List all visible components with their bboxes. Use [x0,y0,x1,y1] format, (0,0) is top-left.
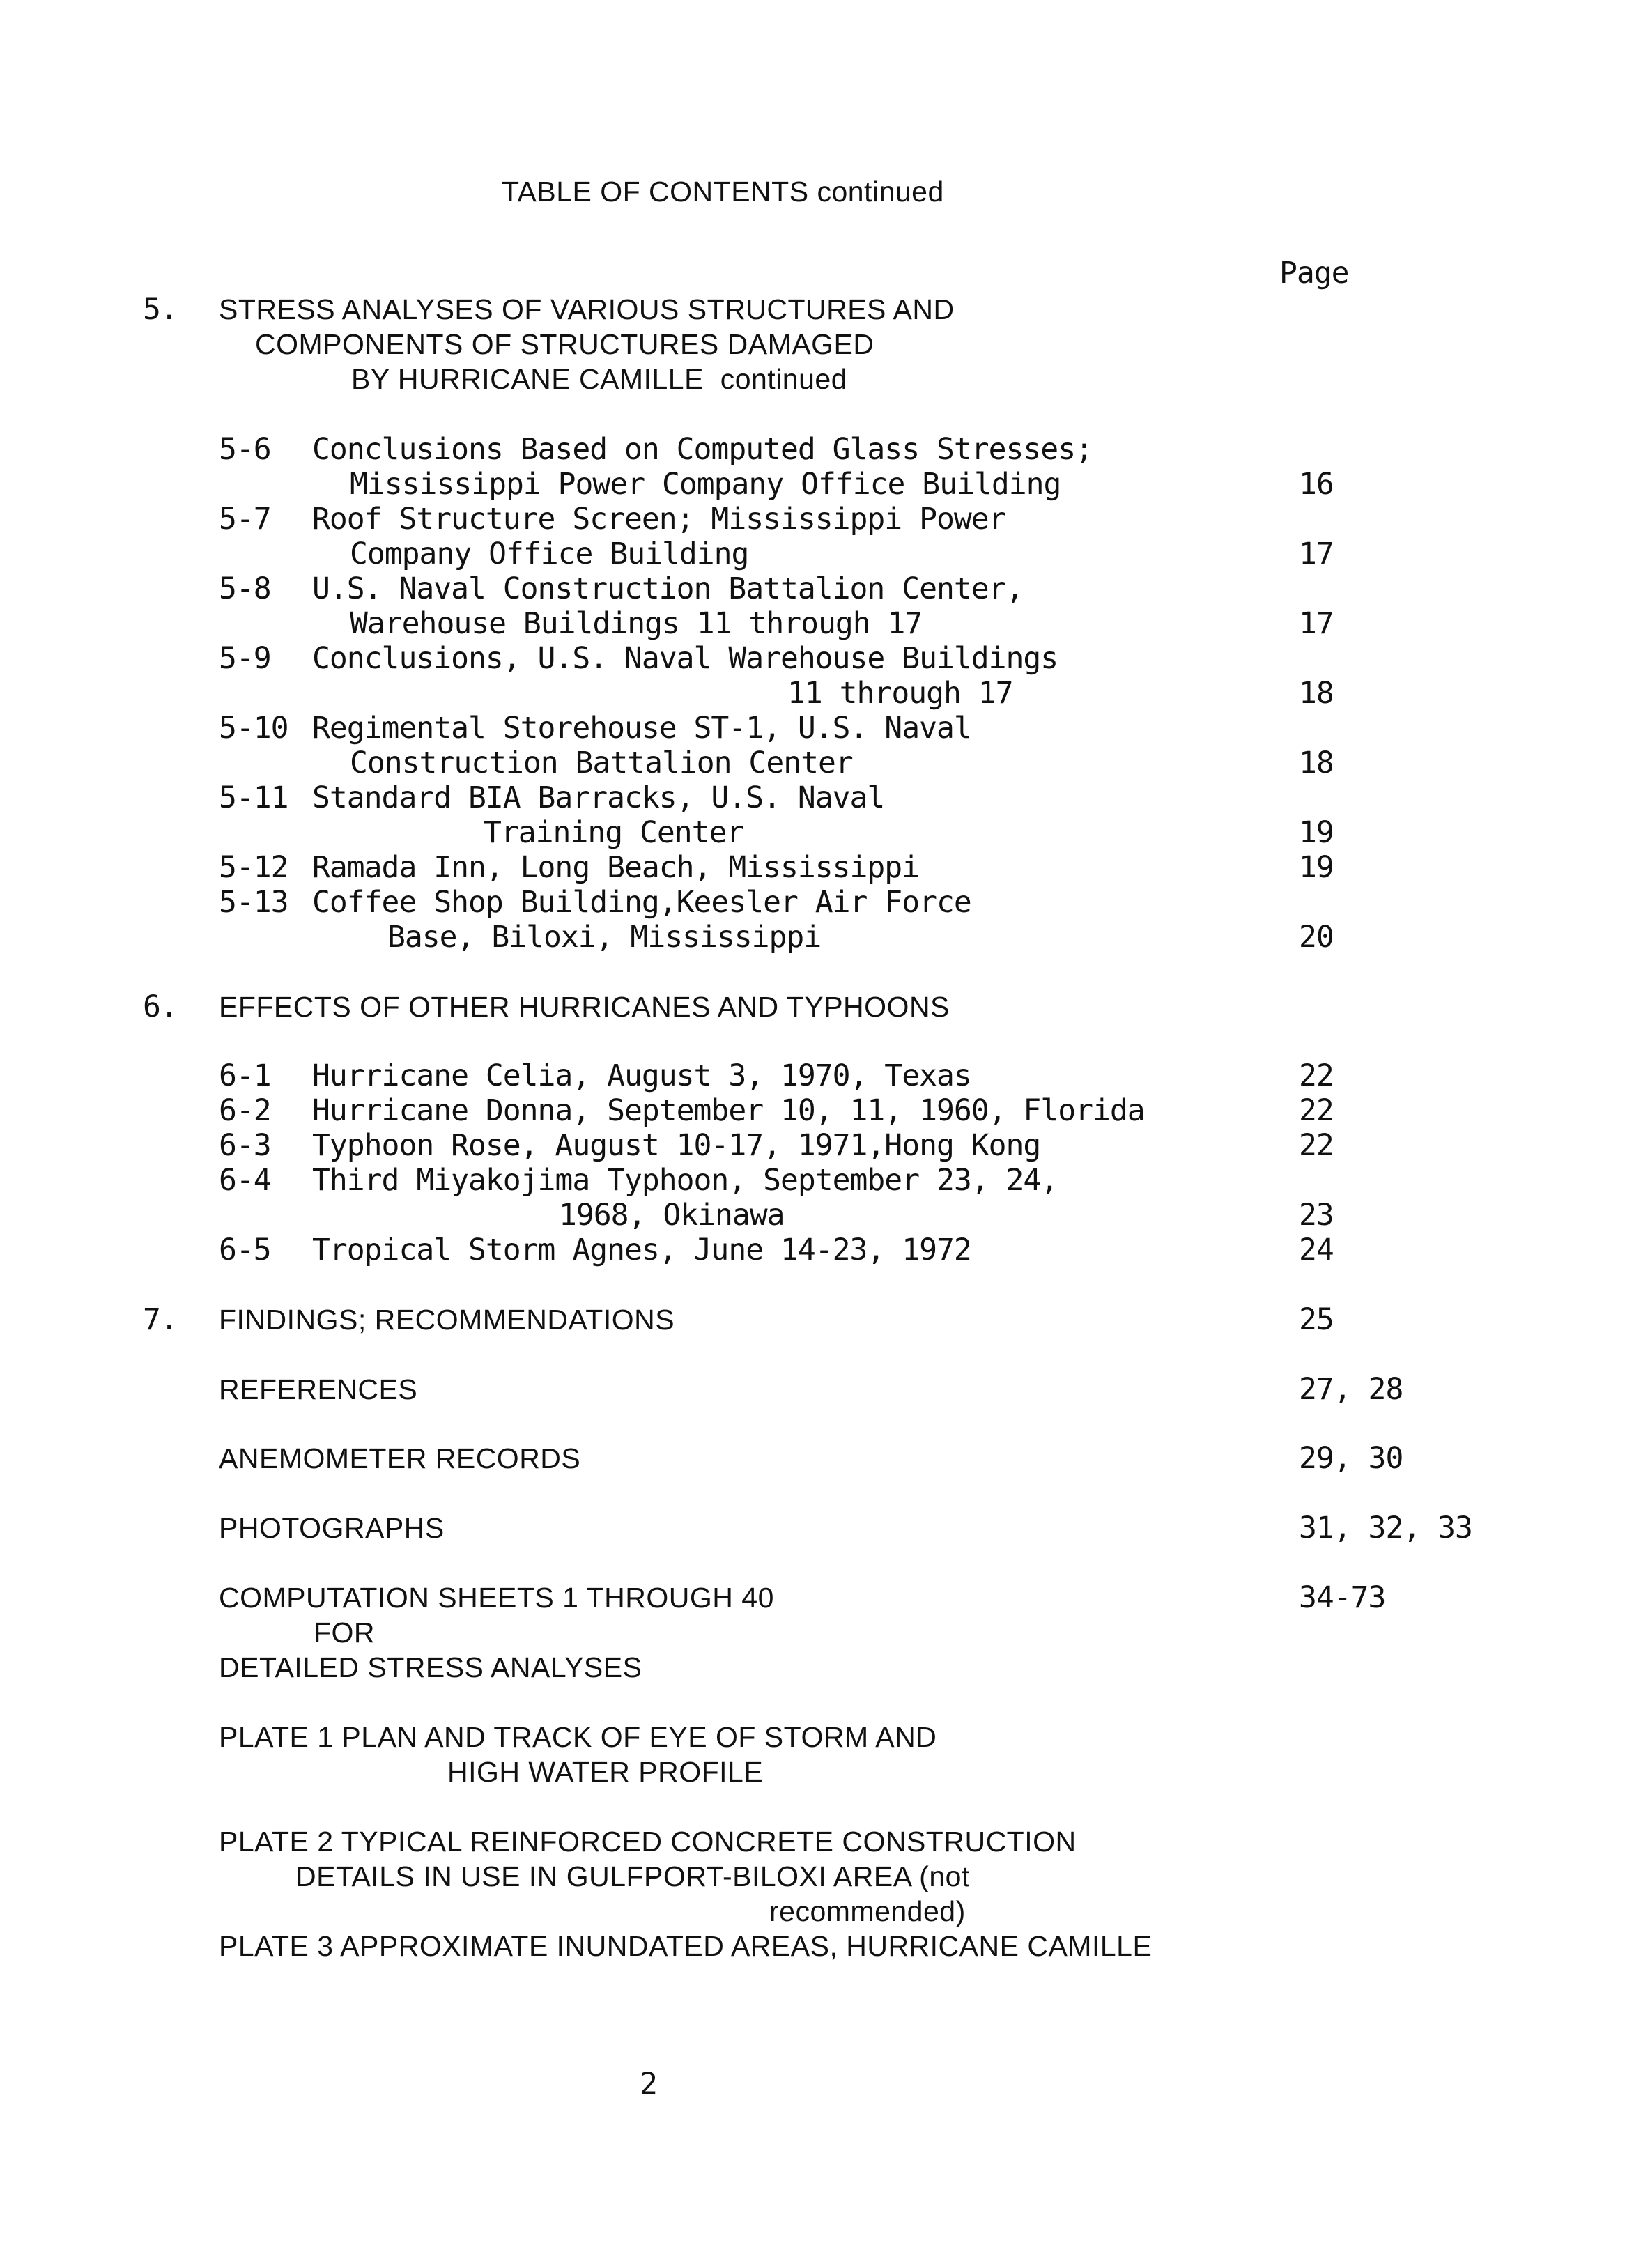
section-6-number: 6. [143,989,178,1024]
entry-number: 5-7 [219,502,271,537]
plate-1-line2: HIGH WATER PROFILE [447,1756,764,1788]
entry-title: Coffee Shop Building,Keesler Air Force [312,885,971,920]
entry-title-cont: 1968, Okinawa [559,1198,785,1233]
entry-number: 5-6 [219,432,271,467]
entry-page: 16 [1299,467,1334,502]
section-7-number: 7. [143,1302,178,1337]
entry-page: 17 [1299,606,1334,641]
computation-line2: FOR [314,1617,376,1649]
entry-page: 18 [1299,676,1334,711]
computation-line3: DETAILED STRESS ANALYSES [219,1651,642,1683]
section-7-heading: FINDINGS; RECOMMENDATIONS [219,1304,675,1336]
section-6-heading: EFFECTS OF OTHER HURRICANES AND TYPHOONS [219,991,950,1023]
plate-2-line2: DETAILS IN USE IN GULFPORT-BILOXI AREA (not [295,1860,970,1892]
section-5-heading-line3: BY HURRICANE CAMILLE continued [351,363,848,395]
plate-3-line1: PLATE 3 APPROXIMATE INUNDATED AREAS, HURRICANE CAMILLE [219,1930,1153,1962]
section-5-heading-line2: COMPONENTS OF STRUCTURES DAMAGED [255,328,874,360]
entry-page: 23 [1299,1198,1334,1233]
entry-number: 5-10 [219,711,288,746]
entry-number: 6-5 [219,1233,271,1267]
entry-title: U.S. Naval Construction Battalion Center, [312,571,1024,606]
entry-title: Hurricane Donna, September 10, 11, 1960, Florida [312,1093,1145,1128]
entry-title-cont: Company Office Building [350,537,749,571]
photographs-page: 31, 32, 33 [1299,1511,1472,1545]
entry-title: Tropical Storm Agnes, June 14-23, 1972 [312,1233,971,1267]
entry-title: Conclusions Based on Computed Glass Stresses; [312,432,1093,467]
entry-title: Conclusions, U.S. Naval Warehouse Buildings [312,641,1058,676]
entry-title-cont: 11 through 17 [787,676,1013,711]
anemometer-page: 29, 30 [1299,1441,1403,1476]
page-column-header: Page [1279,256,1349,291]
entry-number: 5-12 [219,850,288,885]
entry-number: 6-4 [219,1163,271,1198]
entry-title-cont: Mississippi Power Company Office Building [350,467,1061,502]
section-5-number: 5. [143,292,178,327]
entry-title: Typhoon Rose, August 10-17, 1971,Hong Kong [312,1128,1041,1163]
computation-line1: COMPUTATION SHEETS 1 THROUGH 40 [219,1582,774,1614]
entry-page: 24 [1299,1233,1334,1267]
references-page: 27, 28 [1299,1372,1403,1407]
entry-title-cont: Training Center [484,815,744,850]
entry-title: Third Miyakojima Typhoon, September 23, 24, [312,1163,1058,1198]
entry-title: Regimental Storehouse ST-1, U.S. Naval [312,711,971,746]
entry-number: 5-9 [219,641,271,676]
section-7-page: 25 [1299,1302,1334,1337]
computation-page: 34-73 [1299,1580,1386,1615]
section-5-heading-line1: STRESS ANALYSES OF VARIOUS STRUCTURES AND [219,293,955,325]
entry-title-cont: Warehouse Buildings 11 through 17 [350,606,923,641]
entry-title-cont: Construction Battalion Center [350,746,853,780]
photographs-label: PHOTOGRAPHS [219,1512,445,1544]
entry-title: Roof Structure Screen; Mississippi Power [312,502,1006,537]
entry-number: 6-3 [219,1128,271,1163]
entry-page: 22 [1299,1058,1334,1093]
page-number: 2 [640,2067,657,2101]
entry-title: Ramada Inn, Long Beach, Mississippi [312,850,920,885]
entry-number: 5-11 [219,780,288,815]
entry-number: 5-13 [219,885,288,920]
entry-number: 5-8 [219,571,271,606]
entry-title-cont: Base, Biloxi, Mississippi [387,920,822,955]
anemometer-label: ANEMOMETER RECORDS [219,1442,581,1474]
entry-page: 22 [1299,1093,1334,1128]
entry-number: 6-1 [219,1058,271,1093]
plate-2-line3: recommended) [769,1895,966,1927]
page-title: TABLE OF CONTENTS continued [502,176,944,208]
references-label: REFERENCES [219,1373,418,1405]
entry-number: 6-2 [219,1093,271,1128]
entry-page: 19 [1299,815,1334,850]
entry-title: Hurricane Celia, August 3, 1970, Texas [312,1058,971,1093]
plate-2-line1: PLATE 2 TYPICAL REINFORCED CONCRETE CONSTRUCTION [219,1826,1077,1858]
entry-title: Standard BIA Barracks, U.S. Naval [312,780,885,815]
entry-page: 18 [1299,746,1334,780]
plate-1-line1: PLATE 1 PLAN AND TRACK OF EYE OF STORM AND [219,1721,937,1753]
entry-page: 17 [1299,537,1334,571]
entry-page: 19 [1299,850,1334,885]
entry-page: 20 [1299,920,1334,955]
entry-page: 22 [1299,1128,1334,1163]
